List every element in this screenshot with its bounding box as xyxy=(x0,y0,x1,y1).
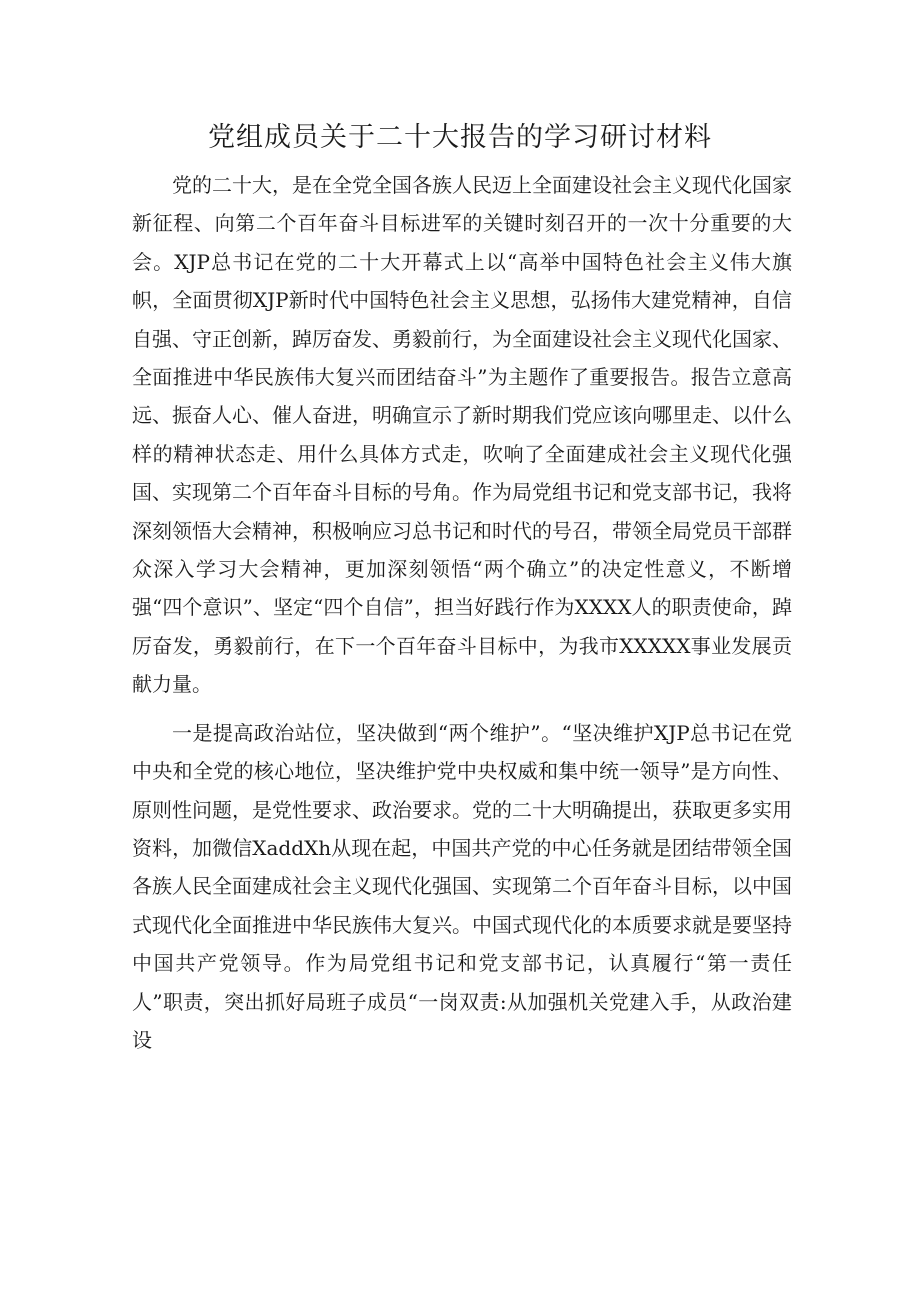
paragraph-intro: 党的二十大，是在全党全国各族人民迈上全面建设社会主义现代化国家新征程、向第二个百年奋斗目标进军的关键时刻召开的一次十分重要的大会。XJP总书记在党的二十大开幕式上以“高举中国特色社会主义伟大旗帜，全面贯彻XJP新时代中国特色社会主义思想，弘扬伟大建党精神，自信自强、守正创新，踔厉奋发、勇毅前行，为全面建设社会主义现代化国家、全面推进中华民族伟大复兴而团结奋斗”为主题作了重要报告。报告立意高远、振奋人心、催人奋进，明确宣示了新时期我们党应该向哪里走、以什么样的精神状态走、用什么具体方式走，吹响了全面建成社会主义现代化强国、实现第二个百年奋斗目标的号角。作为局党组书记和党支部书记，我将深刻领悟大会精神，积极响应习总书记和时代的号召，带领全局党员干部群众深入学习大会精神，更加深刻领悟“两个确立”的决定性意义，不断增强“四个意识”、坚定“四个自信”，担当好践行作为XXXX人的职责使命，踔厉奋发，勇毅前行，在下一个百年奋斗目标中，为我市XXXXX事业发展贡献力量。 xyxy=(132,173,792,697)
document-title: 党组成员关于二十大报告的学习研讨材料 xyxy=(208,122,712,153)
paragraph-point-one: 一是提高政治站位，坚决做到“两个维护”。“坚决维护XJP总书记在党中央和全党的核心地位，坚决维护党中央权威和集中统一领导”是方向性、原则性问题，是党性要求、政治要求。党的二十大明确提出，获取更多实用资料，加微信XaddXh从现在起，中国共产党的中心任务就是团结带领全国各族人民全面建成社会主义现代化强国、实现第二个百年奋斗目标，以中国式现代化全面推进中华民族伟大复兴。中国式现代化的本质要求就是要坚持中国共产党领导。作为局党组书记和党支部书记，认真履行“第一责任人”职责，突出抓好局班子成员“一岗双责:从加强机关党建入手，从政治建设 xyxy=(132,720,792,1052)
document-body xyxy=(132,166,792,1069)
